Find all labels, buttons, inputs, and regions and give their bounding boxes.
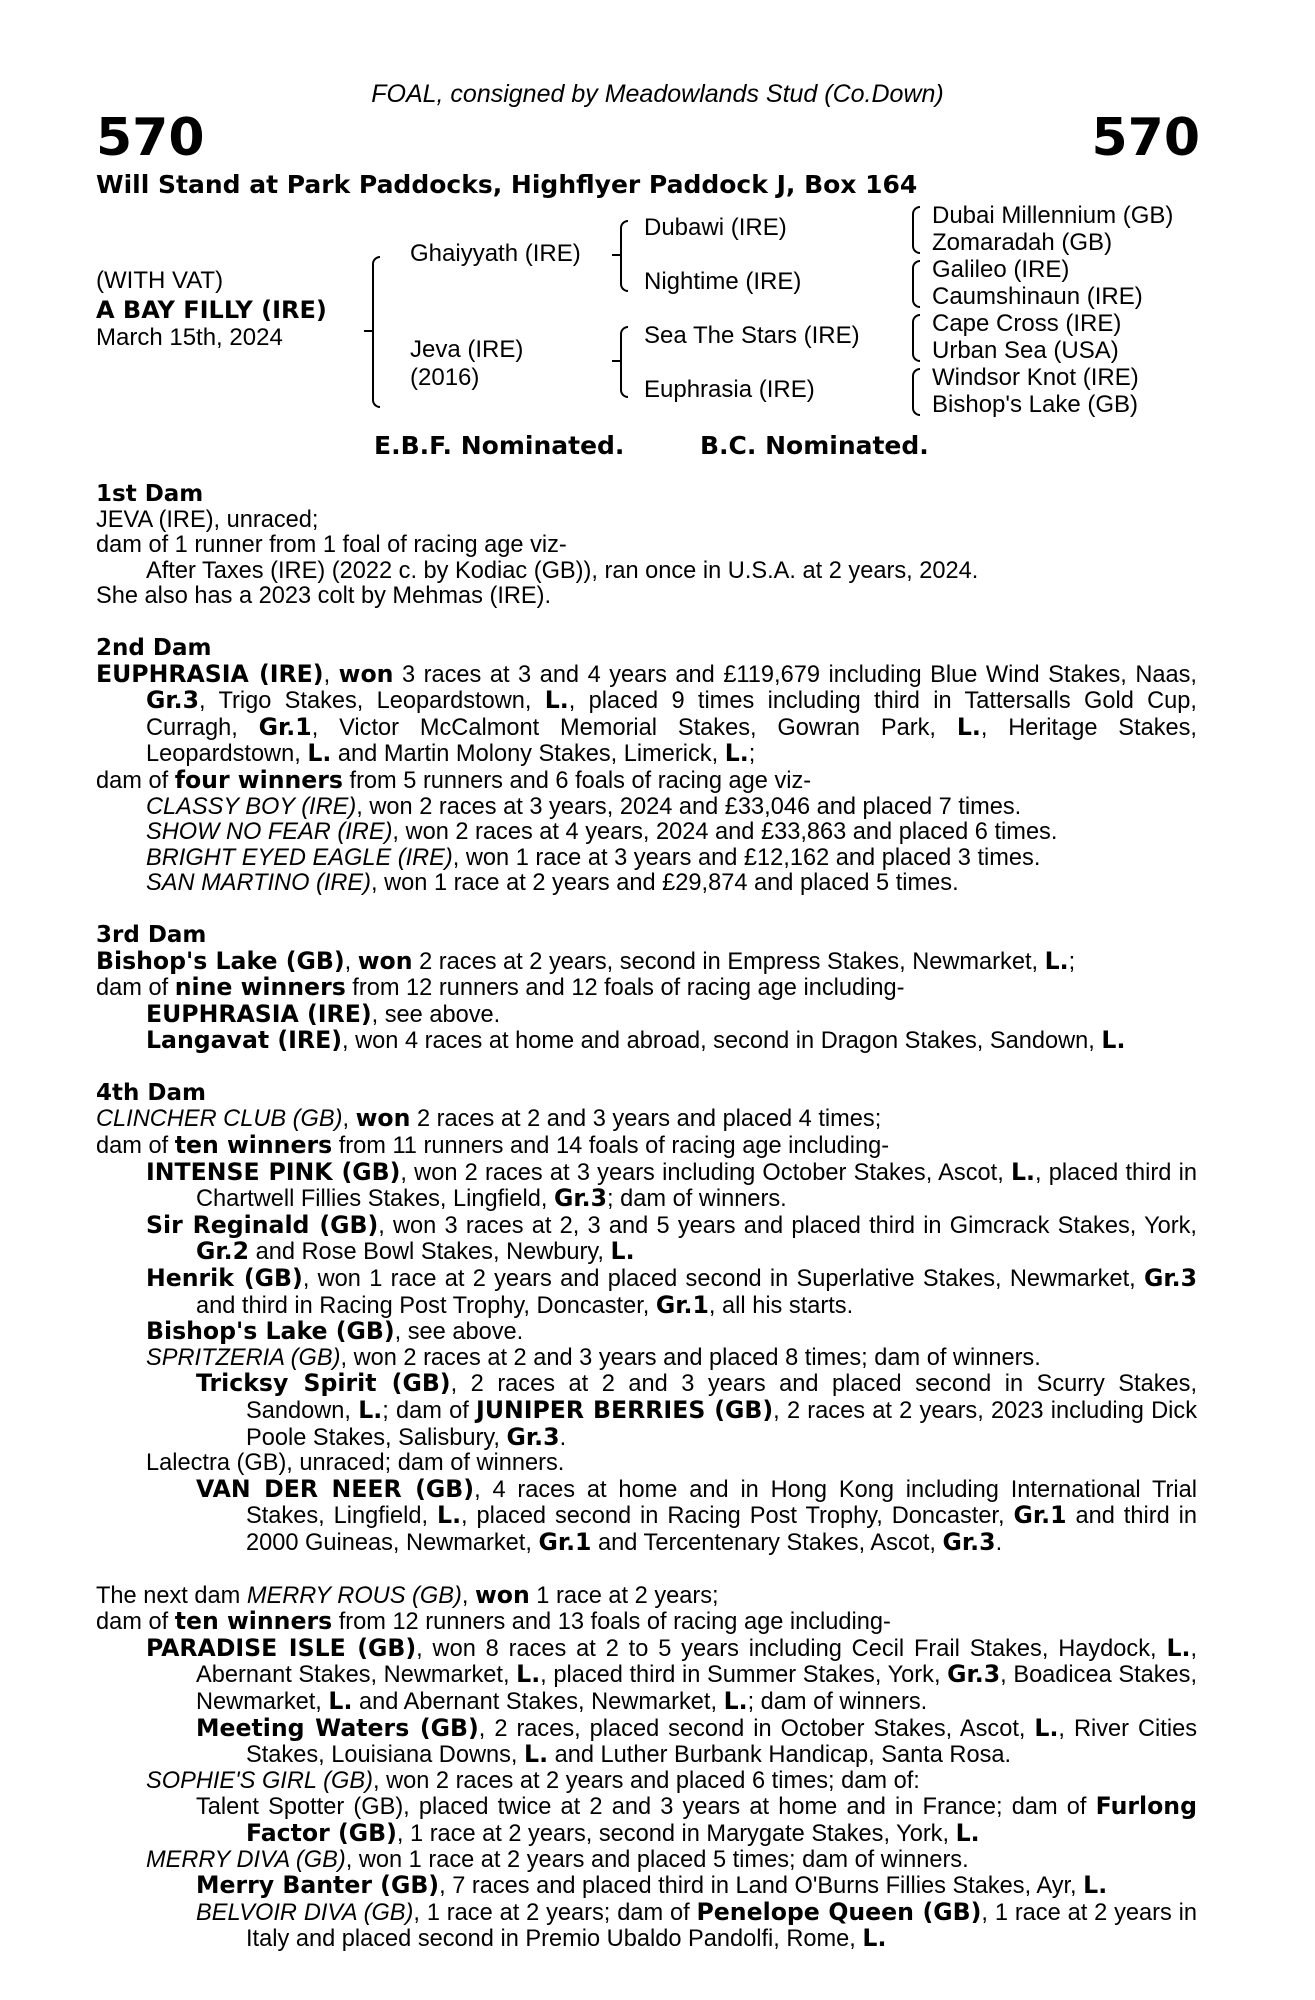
section-heading: 4th Dam <box>96 1079 206 1106</box>
produce-line: Bishop's Lake (GB), see above. <box>146 1317 524 1346</box>
produce-line: Meeting Waters (GB), 2 races, placed second in October Stakes, Ascot, L., River Cities Stakes, Louisiana Downs, L. and Luther Burbank Handicap, Santa Rosa. <box>196 1713 1197 1769</box>
produce-line: Lalectra (GB), unraced; dam of winners. <box>146 1450 565 1477</box>
dam-of-line: dam of ten winners from 11 runners and 14 foals of racing age including- <box>96 1131 890 1160</box>
dam-line: She also has a 2023 colt by Mehmas (IRE). <box>96 583 552 610</box>
section-heading: 1st Dam <box>96 481 204 507</box>
dam-line: JEVA (IRE), unraced; <box>96 506 319 533</box>
bracket-tick <box>612 360 620 362</box>
produce-line: PARADISE ISLE (GB), won 8 races at 2 to 5 years including Cecil Frail Stakes, Haydock, L., Abernant Stakes, Newmarket, L., placed third in Summer Stakes, York, Gr.3, Boadicea Stakes, Newmarket, L. and Abernant Stakes, Newmarket, L.; dam of winners. <box>146 1633 1198 1715</box>
dam-record: CLINCHER CLUB (GB), won 2 races at 2 and 3 years and placed 4 times; <box>96 1104 882 1133</box>
vat-note: (WITH VAT) <box>96 267 224 294</box>
produce-line: VAN DER NEER (GB), 4 races at home and in Hong Kong including International Trial Stakes, Lingfield, L., placed second in Racing Post Trophy, Doncaster, Gr.1 and third in 2000 Guineas, Newmarket, Gr.1 and Tercentenary Stakes, Ascot, Gr.3. <box>196 1474 1198 1556</box>
produce-line: SPRITZERIA (GB), won 2 races at 2 and 3 years and placed 8 times; dam of winners. <box>146 1344 1041 1371</box>
gen3-8: Bishop's Lake (GB) <box>932 391 1139 418</box>
produce-line: Henrik (GB), won 1 race at 2 years and placed second in Superlative Stakes, Newmarket, Gr.3 and third in Racing Post Trophy, Doncaster, Gr.1, all his starts. <box>146 1264 1197 1319</box>
produce-line: SOPHIE'S GIRL (GB), won 2 races at 2 years and placed 6 times; dam of: <box>146 1767 920 1794</box>
produce-line: Langavat (IRE), won 4 races at home and abroad, second in Dragon Stakes, Sandown, L. <box>146 1026 1126 1055</box>
gen3-bracket <box>912 206 920 254</box>
produce-line: MERRY DIVA (GB), won 1 race at 2 years and placed 5 times; dam of winners. <box>146 1846 969 1873</box>
lot-number-right: 570 <box>1091 108 1200 168</box>
gen3-5: Cape Cross (IRE) <box>932 310 1122 337</box>
gen3-bracket <box>912 260 920 308</box>
third-dam-section <box>96 923 1197 1055</box>
produce-line: EUPHRASIA (IRE), see above. <box>146 999 501 1028</box>
dam-record: EUPHRASIA (IRE), won 3 races at 3 and 4 years and £119,679 including Blue Wind Stakes, Naas, Gr.3, Trigo Stakes, Leopardstown, L., placed 9 times including third in Tattersalls Gold Cup, Curragh, Gr.1, Victor McCalmont Memorial Stakes, Gowran Park, L., Heritage Stakes, Leopardstown, L. and Martin Molony Stakes, Limerick, L.; <box>96 659 1197 768</box>
gen3-bracket <box>912 368 920 416</box>
sire-sire: Dubawi (IRE) <box>644 214 787 241</box>
gen3-7: Windsor Knot (IRE) <box>932 364 1139 391</box>
ebf-nomination: E.B.F. Nominated. <box>374 431 625 460</box>
produce-line: After Taxes (IRE) (2022 c. by Kodiac (GB)), ran once in U.S.A. at 2 years, 2024. <box>146 557 979 584</box>
lot-number-left: 570 <box>96 108 205 168</box>
bc-nomination: B.C. Nominated. <box>700 431 929 460</box>
pedigree-bracket <box>372 256 380 408</box>
gen3-6: Urban Sea (USA) <box>932 337 1119 364</box>
produce-line: CLASSY BOY (IRE), won 2 races at 3 years, 2024 and £33,046 and placed 7 times. <box>146 793 1022 820</box>
next-dam-section <box>96 1580 1198 1953</box>
dam-record: The next dam MERRY ROUS (GB), won 1 race at 2 years; <box>96 1580 719 1609</box>
bracket-tick <box>612 254 620 256</box>
foaling-date: March 15th, 2024 <box>96 324 283 351</box>
produce-line: Tricksy Spirit (GB), 2 races at 2 and 3 years and placed second in Scurry Stakes, Sandown, L.; dam of JUNIPER BERRIES (GB), 2 races at 2 years, 2023 including Dick Poole Stakes, Salisbury, Gr.3. <box>196 1369 1197 1451</box>
produce-line: BELVOIR DIVA (GB), 1 race at 2 years; dam of Penelope Queen (GB), 1 race at 2 years in Italy and placed second in Premio Ubaldo Pandolfi, Rome, L. <box>196 1897 1198 1953</box>
dam-bracket <box>620 326 628 398</box>
produce-line: Merry Banter (GB), 7 races and placed third in Land O'Burns Fillies Stakes, Ayr, L. <box>196 1871 1108 1900</box>
bracket-tick <box>364 330 372 332</box>
dam-dam: Euphrasia (IRE) <box>644 376 815 403</box>
sire-bracket <box>620 220 628 292</box>
gen3-1: Dubai Millennium (GB) <box>932 202 1174 229</box>
gen3-2: Zomaradah (GB) <box>932 229 1113 256</box>
produce-line: Talent Spotter (GB), placed twice at 2 and 3 years at home and in France; dam of Furlong Factor (GB), 1 race at 2 years, second in Marygate Stakes, York, L. <box>196 1792 1197 1847</box>
first-dam-section <box>96 482 1197 610</box>
gen3-3: Galileo (IRE) <box>932 256 1070 283</box>
section-heading: 2nd Dam <box>96 634 212 661</box>
sire: Ghaiyyath (IRE) <box>410 240 581 267</box>
dam-record: Bishop's Lake (GB), won 2 races at 2 years, second in Empress Stakes, Newmarket, L.; <box>96 946 1076 975</box>
gen3-bracket <box>912 314 920 362</box>
produce-line: BRIGHT EYED EAGLE (IRE), won 1 race at 3 years and £12,162 and placed 3 times. <box>146 844 1041 871</box>
fourth-dam-section <box>96 1081 1197 1557</box>
dam-sire: Sea The Stars (IRE) <box>644 322 860 349</box>
dam-line: dam of 1 runner from 1 foal of racing age viz- <box>96 532 567 559</box>
dam-of-line: dam of four winners from 5 runners and 6 foals of racing age viz- <box>96 765 812 794</box>
dam: Jeva (IRE) <box>410 336 524 363</box>
gen3-4: Caumshinaun (IRE) <box>932 283 1143 310</box>
section-heading: 3rd Dam <box>96 921 207 948</box>
catalogue-body <box>96 482 1197 1953</box>
dam-of-line: dam of nine winners from 12 runners and 12 foals of racing age including- <box>96 973 905 1002</box>
horse-name: A BAY FILLY (IRE) <box>96 296 327 324</box>
produce-line: Sir Reginald (GB), won 3 races at 2, 3 and 5 years and placed third in Gimcrack Stakes, York, Gr.2 and Rose Bowl Stakes, Newbury, L. <box>146 1210 1197 1266</box>
produce-line: SAN MARTINO (IRE), won 1 race at 2 years and £29,874 and placed 5 times. <box>146 870 959 897</box>
sire-dam: Nightime (IRE) <box>644 268 802 295</box>
dam-year: (2016) <box>410 364 480 391</box>
produce-line: SHOW NO FEAR (IRE), won 2 races at 4 years, 2024 and £33,863 and placed 6 times. <box>146 819 1058 846</box>
produce-line: INTENSE PINK (GB), won 2 races at 3 years including October Stakes, Ascot, L., placed third in Chartwell Fillies Stakes, Lingfield, Gr.3; dam of winners. <box>146 1157 1197 1213</box>
dam-of-line: dam of ten winners from 12 runners and 13 foals of racing age including- <box>96 1607 891 1636</box>
second-dam-section <box>96 636 1197 897</box>
stabling-location: Will Stand at Park Paddocks, Highflyer Paddock J, Box 164 <box>96 170 918 199</box>
consignor-line: FOAL, consigned by Meadowlands Stud (Co.Down) <box>371 80 944 108</box>
